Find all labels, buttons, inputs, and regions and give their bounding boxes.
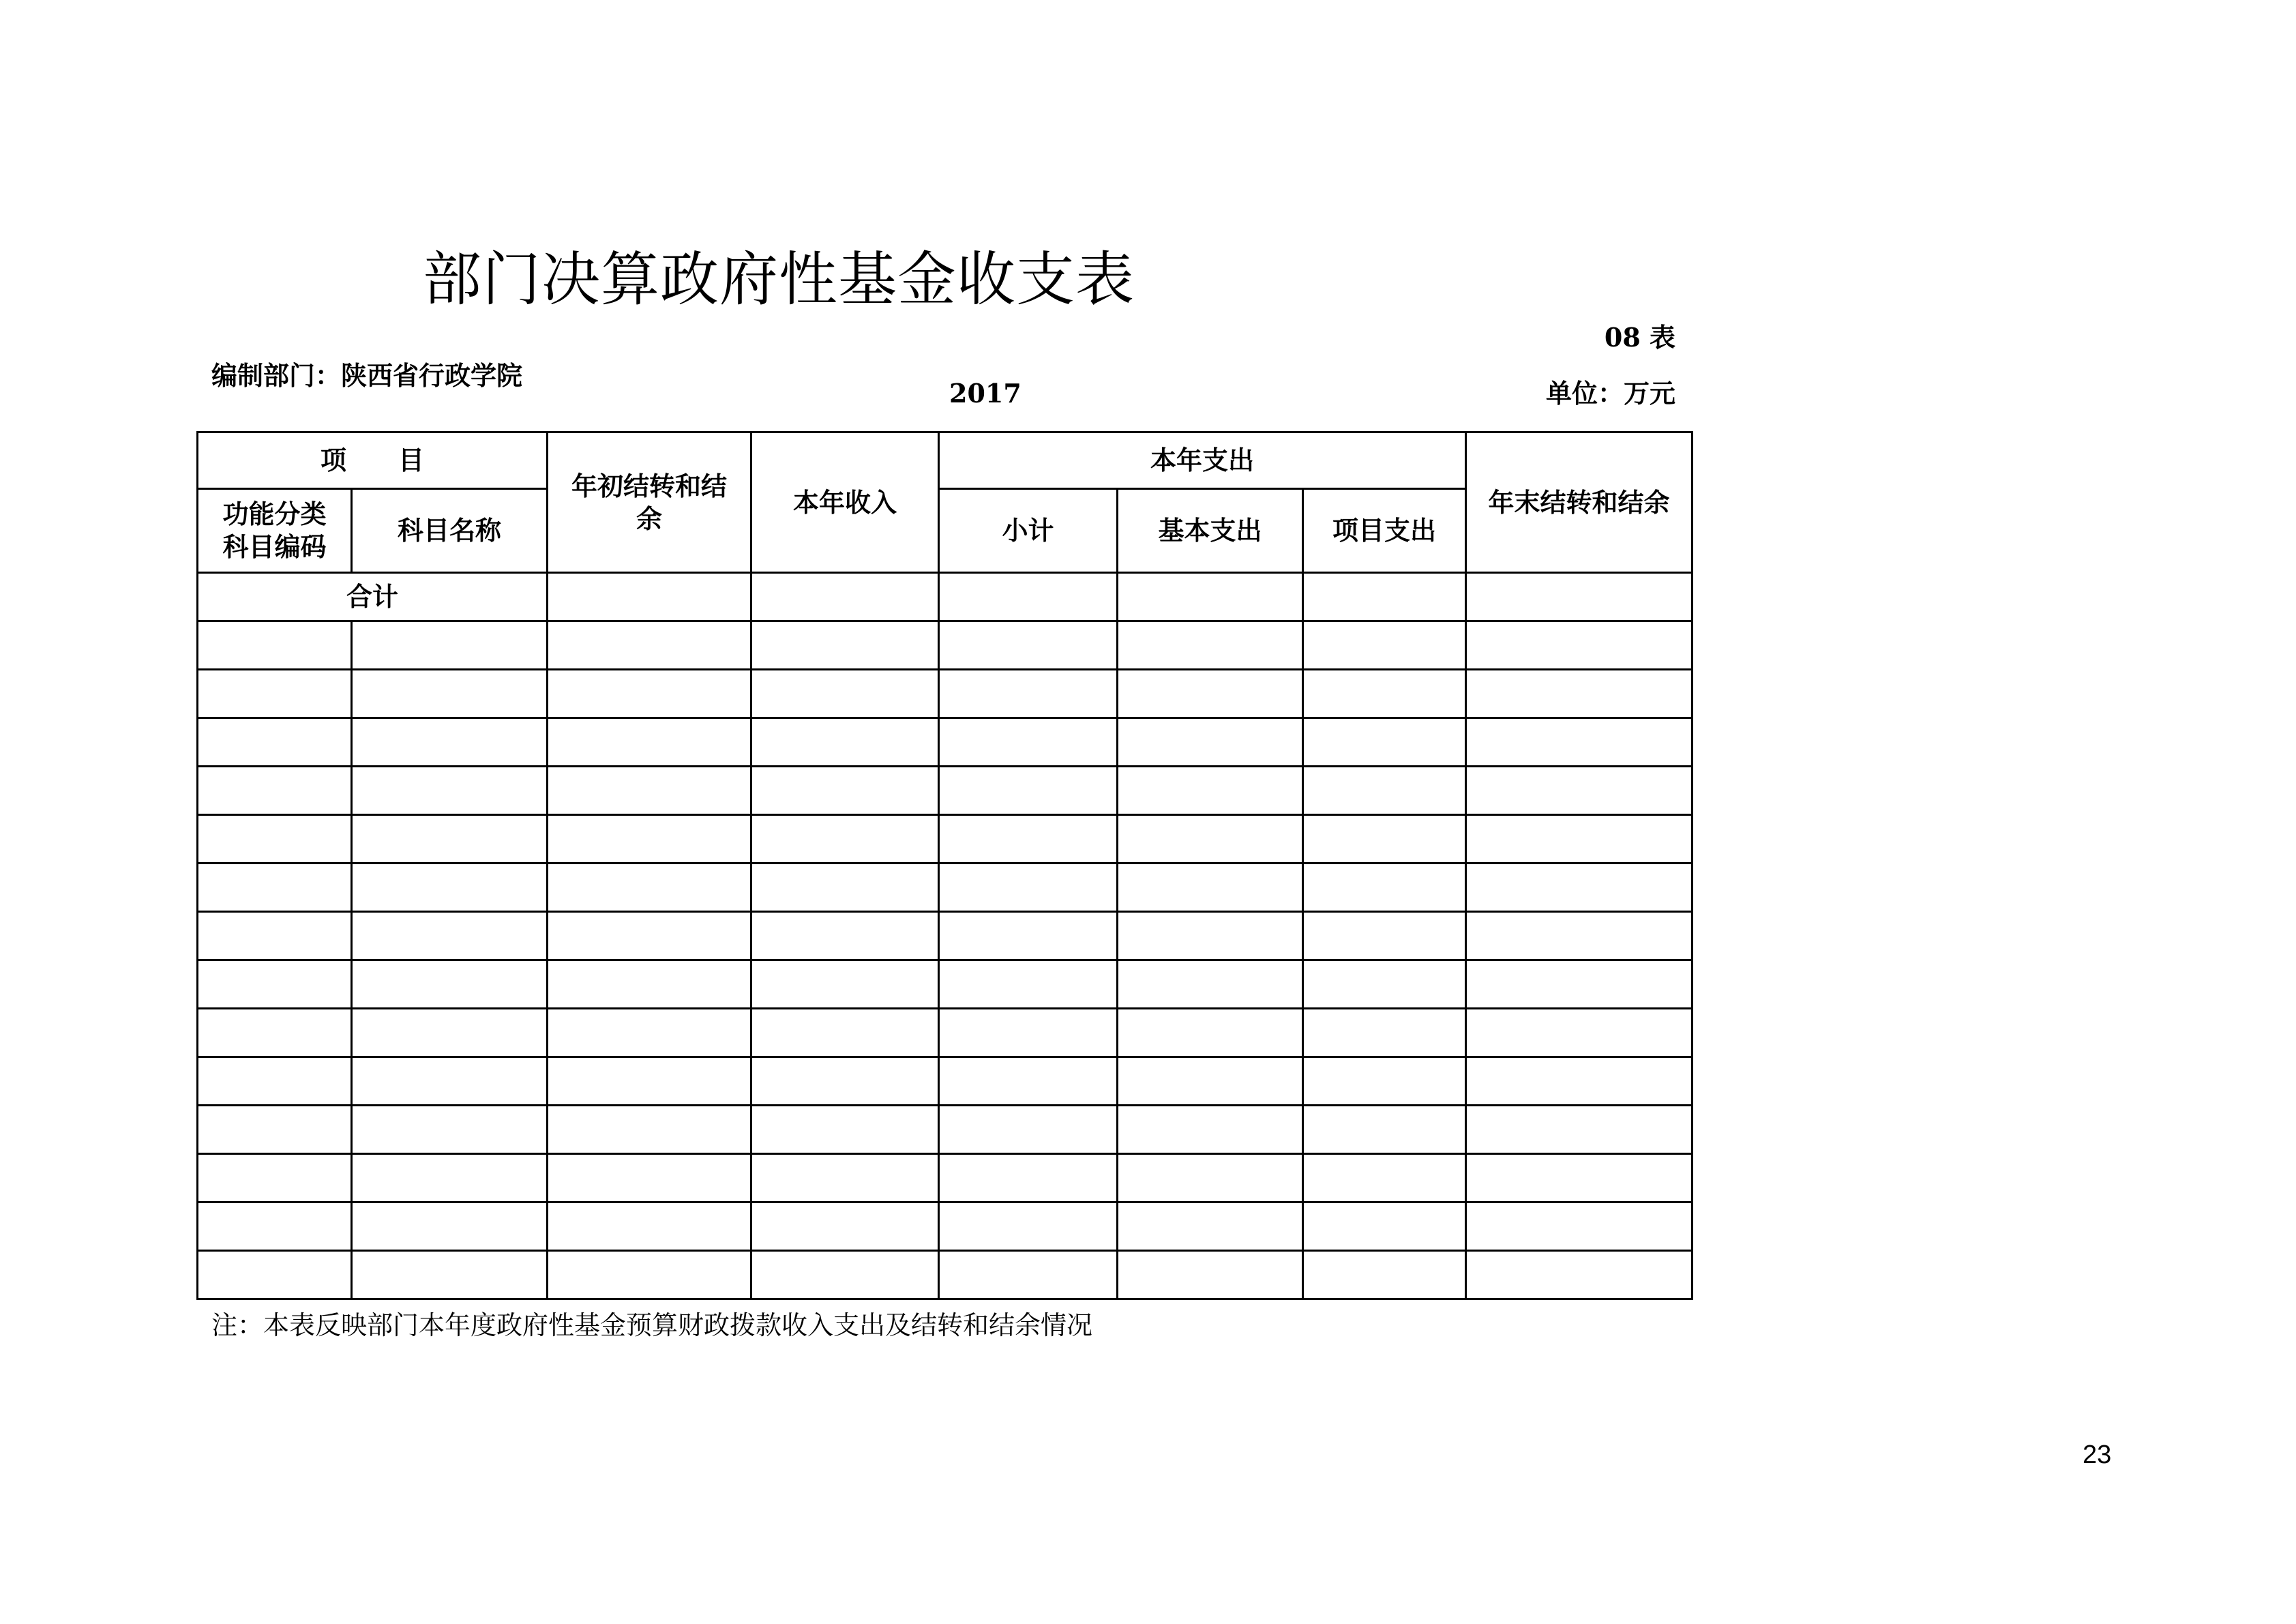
header-expense: 本年支出 bbox=[939, 432, 1466, 489]
table-cell bbox=[1303, 863, 1466, 912]
table-cell bbox=[548, 767, 751, 815]
table-cell bbox=[751, 1106, 939, 1154]
header-begin-balance: 年初结转和结余 bbox=[548, 432, 751, 573]
table-cell bbox=[939, 767, 1118, 815]
table-number: 08 表 bbox=[1604, 322, 1675, 353]
table-cell bbox=[751, 670, 939, 718]
table-cell bbox=[198, 670, 352, 718]
table-cell bbox=[1118, 1057, 1303, 1106]
table-cell bbox=[198, 1154, 352, 1202]
table-cell bbox=[1118, 670, 1303, 718]
unit-label: 单位：万元 bbox=[1545, 378, 1675, 409]
table-cell bbox=[1118, 1106, 1303, 1154]
table-cell bbox=[939, 1057, 1118, 1106]
table-row bbox=[198, 767, 1693, 815]
table-cell bbox=[1303, 1009, 1466, 1057]
table-cell bbox=[939, 960, 1118, 1009]
table-cell bbox=[939, 1251, 1118, 1299]
table-cell bbox=[352, 863, 548, 912]
table-cell bbox=[548, 1009, 751, 1057]
total-cell bbox=[1466, 573, 1693, 621]
table-cell bbox=[1466, 1154, 1693, 1202]
table-cell bbox=[548, 718, 751, 767]
table-row bbox=[198, 1154, 1693, 1202]
table-cell bbox=[751, 960, 939, 1009]
header-row-1 bbox=[198, 432, 1693, 489]
table-cell bbox=[1466, 1057, 1693, 1106]
table-cell bbox=[1466, 718, 1693, 767]
table-cell bbox=[751, 767, 939, 815]
table-cell bbox=[352, 621, 548, 670]
table-cell bbox=[198, 960, 352, 1009]
table-cell bbox=[1303, 1251, 1466, 1299]
table-cell bbox=[198, 815, 352, 863]
table-row bbox=[198, 912, 1693, 960]
table-cell bbox=[751, 1202, 939, 1251]
table-row bbox=[198, 1009, 1693, 1057]
table-cell bbox=[198, 912, 352, 960]
header-project-expense: 项目支出 bbox=[1303, 489, 1466, 573]
table-cell bbox=[198, 767, 352, 815]
total-cell bbox=[751, 573, 939, 621]
total-label: 合计 bbox=[198, 573, 548, 621]
table-cell bbox=[198, 621, 352, 670]
table-cell bbox=[548, 815, 751, 863]
table-cell bbox=[548, 621, 751, 670]
table-cell bbox=[548, 1106, 751, 1154]
table-cell bbox=[751, 621, 939, 670]
table-row bbox=[198, 863, 1693, 912]
table-cell bbox=[352, 1154, 548, 1202]
total-row bbox=[198, 573, 1693, 621]
table-cell bbox=[1118, 1009, 1303, 1057]
table-cell bbox=[751, 1154, 939, 1202]
table-cell bbox=[352, 960, 548, 1009]
total-cell bbox=[1118, 573, 1303, 621]
table-cell bbox=[751, 815, 939, 863]
table-cell bbox=[1466, 767, 1693, 815]
fund-table bbox=[196, 431, 1693, 1300]
table-cell bbox=[751, 912, 939, 960]
table-cell bbox=[1466, 912, 1693, 960]
department-label: 编制部门：陕西省行政学院 bbox=[211, 360, 523, 391]
table-note: 注：本表反映部门本年度政府性基金预算财政拨款收入支出及结转和结余情况 bbox=[211, 1310, 1093, 1340]
table-cell bbox=[352, 670, 548, 718]
table-cell bbox=[1118, 621, 1303, 670]
table-cell bbox=[198, 1009, 352, 1057]
table-cell bbox=[352, 1106, 548, 1154]
table-cell bbox=[352, 1057, 548, 1106]
table-row bbox=[198, 718, 1693, 767]
table-cell bbox=[1118, 718, 1303, 767]
header-item: 项 目 bbox=[198, 432, 548, 489]
table-cell bbox=[198, 1251, 352, 1299]
table-row bbox=[198, 1106, 1693, 1154]
table-cell bbox=[751, 1057, 939, 1106]
table-cell bbox=[198, 1202, 352, 1251]
header-end-balance: 年末结转和结余 bbox=[1466, 432, 1693, 573]
table-cell bbox=[198, 718, 352, 767]
table-cell bbox=[1118, 815, 1303, 863]
table-cell bbox=[751, 1251, 939, 1299]
table-cell bbox=[1466, 1106, 1693, 1154]
table-row bbox=[198, 960, 1693, 1009]
table-cell bbox=[1303, 718, 1466, 767]
table-cell bbox=[939, 1202, 1118, 1251]
table-cell bbox=[1303, 1202, 1466, 1251]
table-cell bbox=[751, 1009, 939, 1057]
table-cell bbox=[939, 863, 1118, 912]
table-cell bbox=[352, 1202, 548, 1251]
table-cell bbox=[548, 960, 751, 1009]
table-cell bbox=[1466, 621, 1693, 670]
table-cell bbox=[1466, 863, 1693, 912]
table-row bbox=[198, 670, 1693, 718]
table-cell bbox=[548, 1202, 751, 1251]
table-cell bbox=[548, 863, 751, 912]
table-cell bbox=[1303, 1106, 1466, 1154]
table-cell bbox=[198, 1106, 352, 1154]
table-cell bbox=[939, 912, 1118, 960]
table-cell bbox=[939, 1154, 1118, 1202]
table-cell bbox=[1466, 1251, 1693, 1299]
table-cell bbox=[1118, 960, 1303, 1009]
table-cell bbox=[1303, 767, 1466, 815]
table-cell bbox=[939, 670, 1118, 718]
header-subtotal: 小计 bbox=[939, 489, 1118, 573]
total-cell bbox=[1303, 573, 1466, 621]
table-cell bbox=[352, 1009, 548, 1057]
table-cell bbox=[939, 718, 1118, 767]
table-cell bbox=[1303, 1057, 1466, 1106]
table-cell bbox=[548, 670, 751, 718]
table-cell bbox=[1303, 815, 1466, 863]
table-cell bbox=[548, 1057, 751, 1106]
total-cell bbox=[548, 573, 751, 621]
table-cell bbox=[1466, 1009, 1693, 1057]
year-label: 2017 bbox=[949, 378, 1022, 409]
table-cell bbox=[1118, 1251, 1303, 1299]
table-cell bbox=[939, 815, 1118, 863]
table-cell bbox=[1118, 863, 1303, 912]
header-subject-name: 科目名称 bbox=[352, 489, 548, 573]
table-cell bbox=[198, 1057, 352, 1106]
table-cell bbox=[939, 1106, 1118, 1154]
table-cell bbox=[1466, 815, 1693, 863]
table-row bbox=[198, 1251, 1693, 1299]
table-cell bbox=[198, 863, 352, 912]
table-cell bbox=[352, 718, 548, 767]
table-cell bbox=[1466, 670, 1693, 718]
table-cell bbox=[1466, 1202, 1693, 1251]
page-number: 23 bbox=[2083, 1441, 2112, 1469]
page-title: 部门决算政府性基金收支表 bbox=[423, 246, 1135, 314]
header-basic-expense: 基本支出 bbox=[1118, 489, 1303, 573]
table-cell bbox=[1303, 670, 1466, 718]
table-cell bbox=[1118, 1202, 1303, 1251]
table-cell bbox=[1466, 960, 1693, 1009]
table-cell bbox=[1303, 1154, 1466, 1202]
table-row bbox=[198, 1057, 1693, 1106]
table-cell bbox=[548, 1251, 751, 1299]
table-cell bbox=[1118, 1154, 1303, 1202]
table-cell bbox=[751, 718, 939, 767]
table-cell bbox=[939, 1009, 1118, 1057]
table-row bbox=[198, 621, 1693, 670]
table-cell bbox=[548, 1154, 751, 1202]
table-cell bbox=[1118, 767, 1303, 815]
header-func-code: 功能分类科目编码 bbox=[198, 489, 352, 573]
table-cell bbox=[352, 1251, 548, 1299]
table-row bbox=[198, 815, 1693, 863]
total-cell bbox=[939, 573, 1118, 621]
table-cell bbox=[352, 815, 548, 863]
table-cell bbox=[1303, 621, 1466, 670]
table-cell bbox=[939, 621, 1118, 670]
table-cell bbox=[352, 767, 548, 815]
table-cell bbox=[1303, 912, 1466, 960]
table-cell bbox=[548, 912, 751, 960]
table-row bbox=[198, 1202, 1693, 1251]
table-cell bbox=[352, 912, 548, 960]
header-income: 本年收入 bbox=[751, 432, 939, 573]
table-cell bbox=[1303, 960, 1466, 1009]
table-cell bbox=[751, 863, 939, 912]
table-cell bbox=[1118, 912, 1303, 960]
